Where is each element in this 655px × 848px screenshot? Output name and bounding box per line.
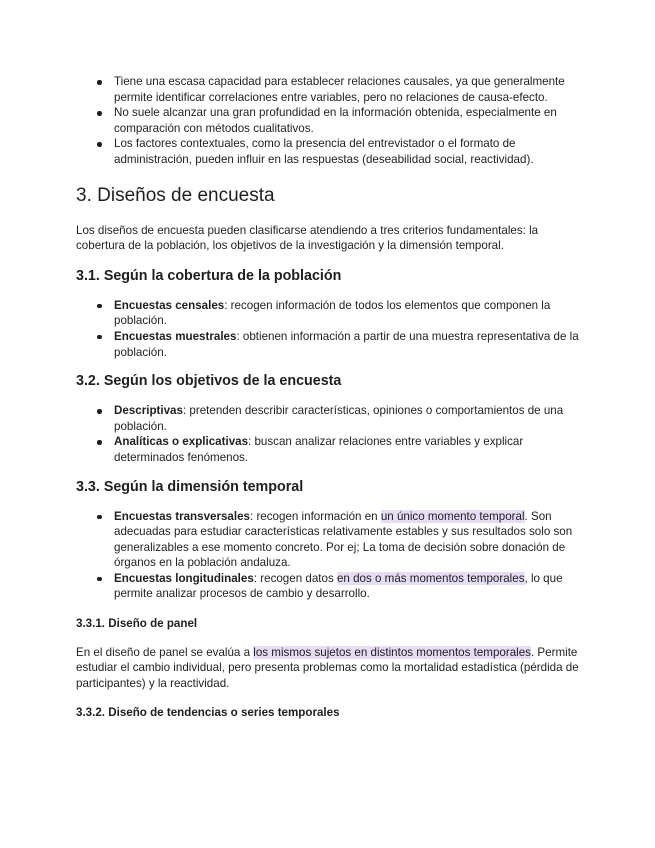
term-analiticas: Analíticas o explicativas: [114, 435, 249, 449]
list-item: [76, 434, 579, 465]
paragraph-text: . Permite estudiar el cambio individual, pero presenta problemas como la mortalidad estadística (pérdida de participantes) y la reactividad.: [76, 645, 579, 690]
highlighted-text: los mismos sujetos en distintos momentos temporales: [253, 645, 531, 659]
heading-diseno-tendencias: 3.3.2. Diseño de tendencias o series temporales: [76, 706, 340, 720]
item-text: . Son adecuadas para estudiar características relativamente estables y sus resultados solo son generalizables a ese momento concreto. Por ej; La toma de decisión sobre donación de órganos en la población andaluza.: [114, 509, 573, 570]
subsection-heading-cobertura: 3.1. Según la cobertura de la población: [76, 267, 342, 284]
list-item: [76, 298, 579, 329]
section-intro-paragraph: Los diseños de encuesta pueden clasificarse atendiendo a tres criterios fundamentales: la cobertura de la población, los objetivos de la investigación y la dimensión temporal.: [76, 223, 539, 253]
heading-diseno-panel: 3.3.1. Diseño de panel: [76, 617, 198, 631]
paragraph-text: En el diseño de panel se evalúa a: [76, 645, 254, 659]
subsection-heading-objetivos: 3.2. Según los objetivos de la encuesta: [76, 373, 342, 390]
item-text: : buscan analizar relaciones entre variables y explicar determinados fenómenos.: [114, 435, 524, 464]
item-text: : recogen datos: [253, 571, 337, 585]
list-item: Tiene una escasa capacidad para establecer relaciones causales, ya que generalmente permite identificar correlaciones entre variables, pero no relaciones de causa-efecto.: [76, 74, 579, 105]
item-text: : obtienen información a partir de una muestra representativa de la población.: [114, 329, 579, 359]
term-muestrales: Encuestas muestrales: [114, 329, 237, 343]
highlighted-text: un único momento temporal: [380, 509, 525, 523]
list-item: [76, 571, 579, 602]
term-descriptivas: Descriptivas: [114, 404, 183, 418]
term-longitudinales: Encuestas longitudinales: [114, 571, 254, 585]
subsection-heading-temporal: 3.3. Según la dimensión temporal: [76, 478, 304, 495]
item-text: , lo que permite analizar procesos de cambio y desarrollo.: [114, 571, 563, 601]
highlighted-text: en dos o más momentos temporales: [336, 571, 525, 585]
term-censales: Encuestas censales: [114, 298, 225, 312]
objetivos-list: [76, 403, 579, 465]
section-heading-disenos: 3. Diseños de encuesta: [76, 184, 275, 206]
term-transversales: Encuestas transversales: [114, 509, 250, 523]
list-item: No suele alcanzar una gran profundidad en la información obtenida, especialmente en comparación con métodos cualitativos.: [76, 105, 579, 136]
list-item: [76, 403, 579, 434]
list-item: Los factores contextuales, como la presencia del entrevistador o el formato de administración, pueden influir en las respuestas (deseabilidad social, reactividad).: [76, 136, 579, 167]
limitations-list: [76, 74, 579, 168]
item-text: : pretenden describir características, opiniones o comportamientos de una población.: [114, 404, 564, 433]
item-text: : recogen información en: [250, 509, 381, 523]
item-text: : recogen información de todos los elementos que componen la población.: [114, 298, 551, 328]
temporal-list: [76, 509, 579, 603]
list-item: [76, 329, 579, 360]
panel-paragraph: [76, 645, 579, 692]
cobertura-list: [76, 298, 579, 360]
list-item: [76, 509, 579, 571]
